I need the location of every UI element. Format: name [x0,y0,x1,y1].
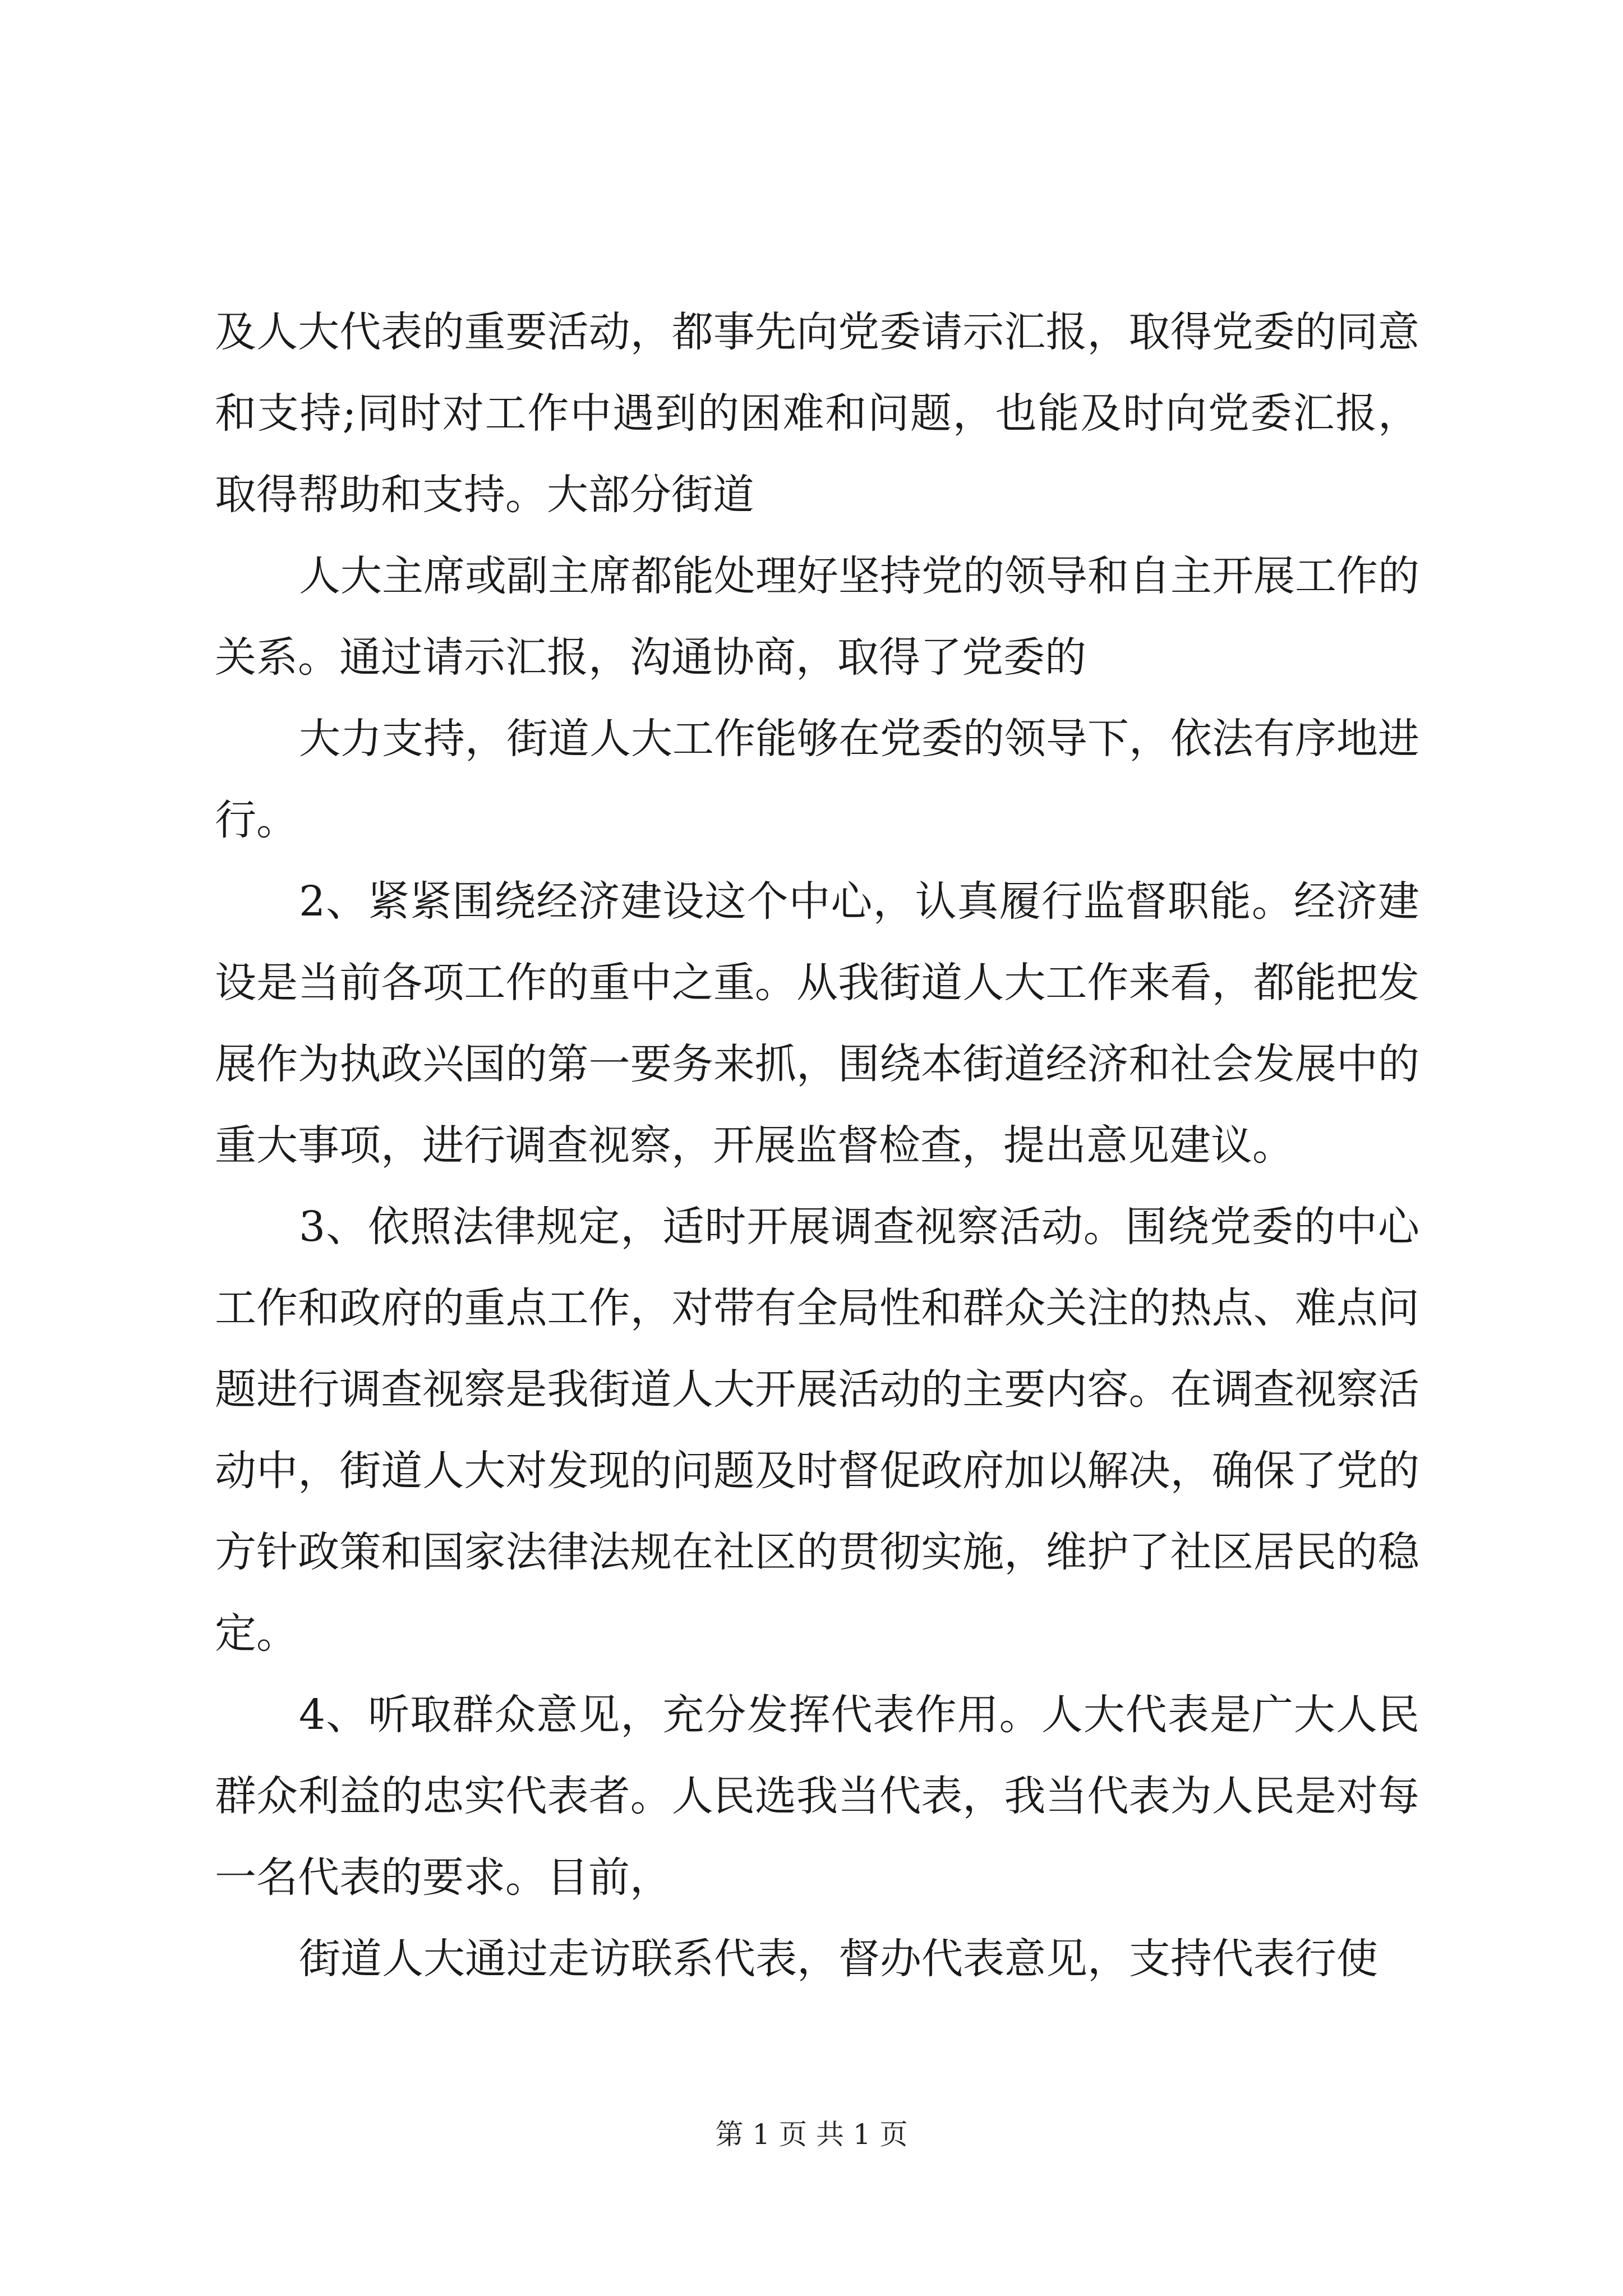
paragraph: 及人大代表的重要活动，都事先向党委请示汇报，取得党委的同意和支持;同时对工作中遇到的困难和问题，也能及时向党委汇报，取得帮助和支持。大部分街道 [215,308,1419,519]
paragraph: 大力支持，街道人大工作能够在党委的领导下，依法有序地进行。 [215,715,1419,844]
paragraph: 人大主席或副主席都能处理好坚持党的领导和自主开展工作的关系。通过请示汇报，沟通协商，取得了党委的 [215,552,1419,682]
page-number-footer: 第 1 页 共 1 页 [715,2118,908,2151]
paragraph: 4、听取群众意见，充分发挥代表作用。人大代表是广大人民群众利益的忠实代表者。人民选我当代表，我当代表为人民是对每一名代表的要求。目前， [215,1691,1419,1902]
paragraph: 2、紧紧围绕经济建设这个中心，认真履行监督职能。经济建设是当前各项工作的重中之重。从我街道人大工作来看，都能把发展作为执政兴国的第一要务来抓，围绕本街道经济和社会发展中的重大事项，进行调查视察，开展监督检查，提出意见建议。 [215,877,1419,1170]
paragraph: 3、依照法律规定，适时开展调查视察活动。围绕党委的中心工作和政府的重点工作，对带有全局性和群众关注的热点、难点问题进行调查视察是我街道人大开展活动的主要内容。在调查视察活动中，街道人大对发现的问题及时督促政府加以解决，确保了党的方针政策和国家法律法规在社区的贯彻实施，维护了社区居民的稳定。 [215,1203,1419,1658]
document-body [215,292,1419,2000]
paragraph: 街道人大通过走访联系代表，督办代表意见，支持代表行使 [299,1935,1378,1983]
